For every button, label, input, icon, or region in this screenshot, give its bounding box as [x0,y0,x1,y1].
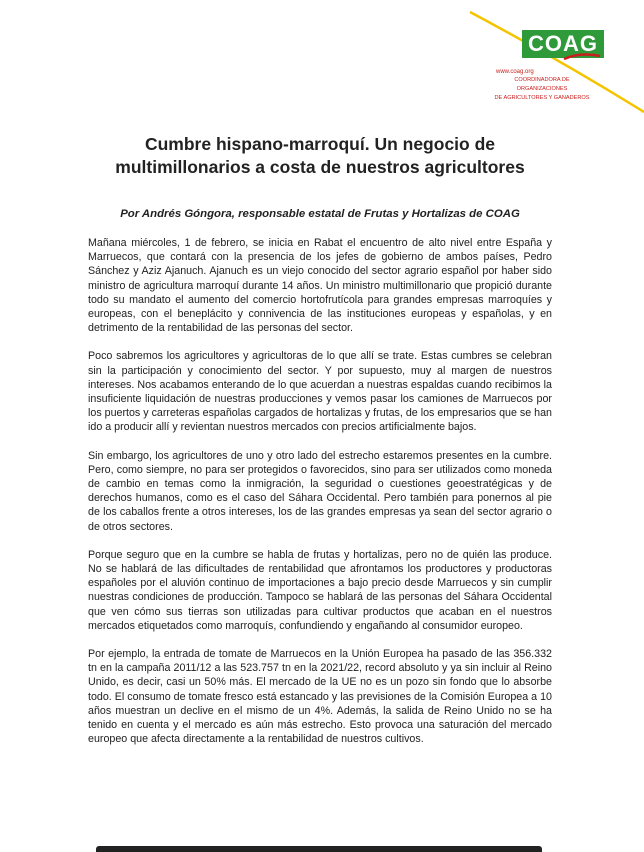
paragraph: Mañana miércoles, 1 de febrero, se inicia en Rabat el encuentro de alto nivel entre España y Marruecos, que contará con la presencia de los jefes de gobierno de ambos países, Pedro Sánchez y Aziz Ajanuch. Ajanuch es un viejo conocido del sector agrario español por haber sido ministro de agricultura marroquí durante 14 años. Un ministro multimillonario que propició durante todo su mandato el aumento del comercio hortofrutícola para grandes empresas marroquíes y europeas, con el beneplácito y connivencia de las instituciones europeas y españolas, y en detrimento de la rentabilidad de las personas del sector. [88,237,552,335]
article-body [88,236,552,761]
document-title [60,133,580,179]
title-line-1: Cumbre hispano-marroquí. Un negocio de [144,134,496,154]
logo-wordmark: COAG [522,30,604,58]
logo-url: www.coag.org [496,69,534,75]
page-bottom-bar [96,846,542,852]
paragraph: Sin embargo, los agricultores de uno y otro lado del estrecho estaremos presentes en la cumbre. Pero, como siempre, no para ser protegidos o favorecidos, sino para ser utilizados como moneda de cambio en temas como la inmigración, la seguridad o cuestiones geoestratégicas y de derechos humanos, como es el caso del Sáhara Occidental. Pero también para ponernos al pie de los caballos frente a otros intereses, los de las grandes empresas ya sean del sector agrario o de otros sectores. [88,449,552,533]
header-decorative-line [0,0,644,130]
logo-org-line1: COORDINADORA DE ORGANIZACIONES [514,77,570,92]
byline: Por Andrés Góngora, responsable estatal de Frutas y Hortalizas de COAG [120,208,520,220]
logo-org-name [492,76,592,103]
paragraph: Poco sabremos los agricultores y agricultoras de lo que allí se trate. Estas cumbres se celebran sin la participación y conocimiento del sector. Y por supuesto, muy al margen de nuestros intereses. Nos acabamos enterando de lo que acuerdan a nuestras espaldas cuando recibimos la insuficiente liquidación de nuestras producciones y vemos pasar los camiones de Marruecos por los puertos y carreteras españolas cargados de hortalizas y frutas, de los empresarios que se han ido a producir allí y revientan nuestros mercados con precios artificialmente bajos. [88,350,552,434]
paragraph: Por ejemplo, la entrada de tomate de Marruecos en la Unión Europea ha pasado de las 356.332 tn en la campaña 2011/12 a las 523.757 tn en la 2021/22, record absoluto y ya sin incluir al Reino Unido, es decir, casi un 50% más. El mercado de la UE no es un pozo sin fondo que lo absorbe todo. El consumo de tomate fresco está estancado y las previsiones de la Comisión Europea a 10 años muestran un declive en el mismo de un 4%. Además, la salida de Reino Unido no se ha tenido en cuenta y el mercado es aún más estrecho. Esto provoca una saturación del mercado europeo que afecta directamente a la rentabilidad de nuestros cultivos. [88,648,552,746]
title-line-2: multimillonarios a costa de nuestros agricultores [115,157,525,177]
coag-logo [464,30,604,58]
paragraph: Porque seguro que en la cumbre se habla de frutas y hortalizas, pero no de quién las produce. No se hablará de las dificultades de rentabilidad que afrontamos los productores y productoras españoles por el aluvión continuo de importaciones a bajo precio desde Marruecos y sin cumplir nuestras condiciones de producción. Tampoco se hablará de las personas del Sáhara Occidental que ven cómo sus tierras son utilizadas para cultivar productos que acaban en el nuestros mercados etiquetados como marroquís, confundiendo y engañando al consumidor europeo. [88,548,552,632]
logo-swoosh-icon [562,50,602,62]
logo-org-line2: DE AGRICULTORES Y GANADEROS [494,95,590,101]
